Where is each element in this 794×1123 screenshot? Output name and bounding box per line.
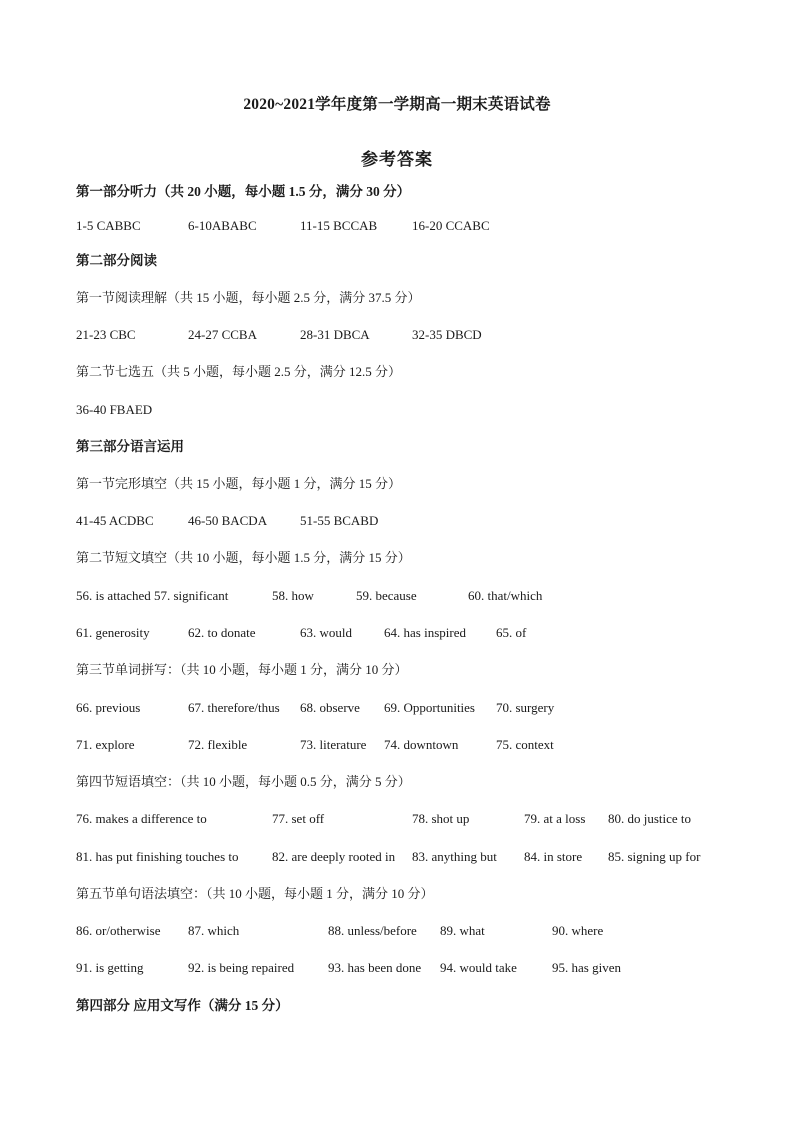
answer-item: 87. which	[188, 923, 240, 938]
answer-group: 51-55 BCABD	[300, 513, 379, 528]
answer-item: 88. unless/before	[328, 923, 417, 938]
answer-group: 6-10ABABC	[188, 218, 257, 233]
part4-heading: 第四部分 应用文写作（满分 15 分）	[76, 998, 289, 1013]
part2-section2-heading: 第二节七选五（共 5 小题，每小题 2.5 分，满分 12.5 分）	[76, 364, 402, 379]
document-subtitle: 参考答案	[361, 150, 433, 169]
answer-group: 36-40 FBAED	[76, 402, 153, 417]
answer-item: 69. Opportunities	[384, 700, 475, 715]
answer-group: 46-50 BACDA	[188, 513, 268, 528]
answer-item: 63. would	[300, 625, 352, 640]
part3-section3-heading: 第三节单词拼写：（共 10 小题，每小题 1 分，满分 10 分）	[76, 662, 408, 677]
answer-item: 86. or/otherwise	[76, 923, 161, 938]
answer-item: 67. therefore/thus	[188, 700, 280, 715]
answer-item: 83. anything but	[412, 849, 497, 864]
answer-item: 59. because	[356, 588, 417, 603]
answer-item: 75. context	[496, 737, 554, 752]
answer-item: 74. downtown	[384, 737, 459, 752]
part2-section1-heading: 第一节阅读理解（共 15 小题，每小题 2.5 分，满分 37.5 分）	[76, 290, 421, 305]
answer-item: 73. literature	[300, 737, 367, 752]
answer-item: 94. would take	[440, 960, 517, 975]
answer-item: 64. has inspired	[384, 625, 466, 640]
answer-item: 70. surgery	[496, 700, 555, 715]
answer-group: 24-27 CCBA	[188, 327, 257, 342]
part3-section2-heading: 第二节短文填空（共 10 小题，每小题 1.5 分，满分 15 分）	[76, 550, 411, 565]
answer-item: 79. at a loss	[524, 811, 586, 826]
answer-item: 81. has put finishing touches to	[76, 849, 239, 864]
part3-section4-heading: 第四节短语填空：（共 10 小题，每小题 0.5 分，满分 5 分）	[76, 774, 411, 789]
answer-item: 92. is being repaired	[188, 960, 295, 975]
answer-group: 32-35 DBCD	[412, 327, 482, 342]
document-title: 2020~2021学年度第一学期高一期末英语试卷	[243, 96, 551, 113]
part1-heading: 第一部分听力（共 20 小题，每小题 1.5 分，满分 30 分）	[76, 184, 411, 199]
answer-item: 90. where	[552, 923, 604, 938]
answer-item: 84. in store	[524, 849, 583, 864]
answer-item: 61. generosity	[76, 625, 150, 640]
answer-item: 93. has been done	[328, 960, 422, 975]
answer-group: 11-15 BCCAB	[300, 218, 378, 233]
answer-group: 1-5 CABBC	[76, 218, 141, 233]
answer-item: 82. are deeply rooted in	[272, 849, 396, 864]
answer-item: 58. how	[272, 588, 314, 603]
answer-item: 95. has given	[552, 960, 621, 975]
answer-item: 56. is attached 57. significant	[76, 588, 229, 603]
answer-item: 62. to donate	[188, 625, 256, 640]
answer-item: 89. what	[440, 923, 485, 938]
answer-item: 91. is getting	[76, 960, 144, 975]
answer-group: 16-20 CCABC	[412, 218, 490, 233]
answer-item: 65. of	[496, 625, 527, 640]
part2-heading: 第二部分阅读	[76, 253, 157, 268]
answer-item: 72. flexible	[188, 737, 248, 752]
answer-item: 85. signing up for	[608, 849, 701, 864]
part3-section5-heading: 第五节单句语法填空：（共 10 小题，每小题 1 分，满分 10 分）	[76, 886, 434, 901]
answer-group: 28-31 DBCA	[300, 327, 370, 342]
part3-heading: 第三部分语言运用	[76, 439, 184, 454]
answer-item: 66. previous	[76, 700, 141, 715]
answer-item: 71. explore	[76, 737, 135, 752]
part3-section1-heading: 第一节完形填空（共 15 小题，每小题 1 分，满分 15 分）	[76, 476, 402, 491]
answer-item: 78. shot up	[412, 811, 470, 826]
answer-item: 68. observe	[300, 700, 360, 715]
answer-group: 21-23 CBC	[76, 327, 136, 342]
answer-item: 80. do justice to	[608, 811, 692, 826]
answer-item: 60. that/which	[468, 588, 543, 603]
answer-group: 41-45 ACDBC	[76, 513, 154, 528]
answer-item: 76. makes a difference to	[76, 811, 207, 826]
answer-item: 77. set off	[272, 811, 325, 826]
